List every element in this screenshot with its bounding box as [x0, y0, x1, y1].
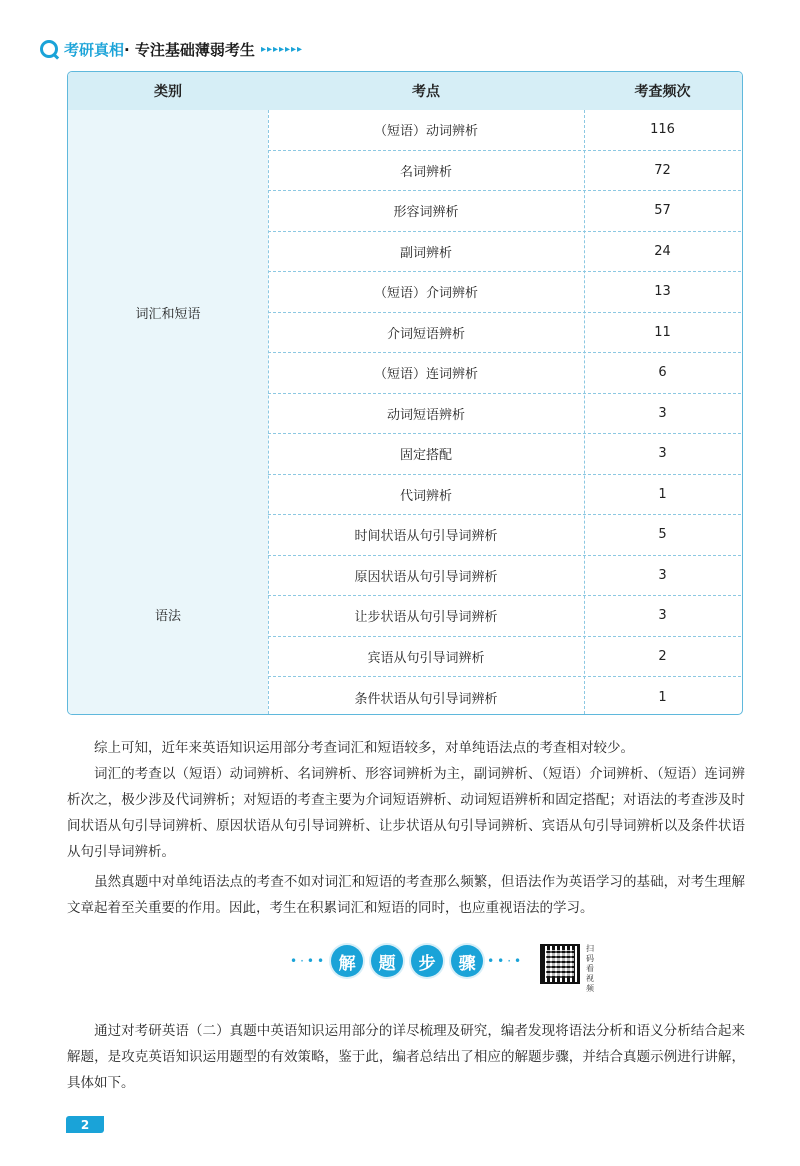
heading-char: 解: [331, 945, 363, 977]
frequency-cell: 3: [658, 567, 667, 583]
heading-char: 骤: [451, 945, 483, 977]
point-cell: （短语）介词辨析: [373, 286, 478, 302]
header-point: 考点: [412, 84, 440, 100]
arrows-icon: ▸▸▸▸▸▸▸: [260, 43, 304, 55]
table-row: [268, 272, 741, 313]
search-logo-icon: [40, 40, 58, 58]
table-row: [268, 515, 741, 556]
section-heading: [290, 945, 524, 977]
frequency-cell: 13: [654, 284, 671, 300]
frequency-table: [67, 71, 743, 715]
point-cell: 原因状语从句引导词辨析: [354, 569, 498, 585]
table-row: [268, 313, 741, 354]
grammar-paragraph: [67, 869, 745, 921]
vocabulary-paragraph: [67, 761, 745, 865]
frequency-cell: 11: [654, 324, 671, 340]
frequency-cell: 5: [658, 527, 667, 543]
point-cell: 宾语从句引导词辨析: [367, 650, 485, 666]
point-cell: 条件状语从句引导词辨析: [354, 691, 498, 707]
table-row: [268, 434, 741, 475]
dots-decoration: ••·•: [487, 954, 525, 968]
point-cell: 动词短语辨析: [386, 407, 465, 423]
table-row: [268, 394, 741, 435]
paragraph-text: 通过对考研英语（二）真题中英语知识运用部分的详尽梳理及研究，编者发现将语法分析和语义分析结合起来解题，是攻克英语知识运用题型的有效策略，鉴于此，编者总结出了相应的解题步骤，并结合真题示例进行讲解，具体如下。: [67, 1023, 745, 1091]
table-row: [268, 110, 741, 151]
header-category: 类别: [154, 84, 182, 100]
point-cell: 让步状语从句引导词辨析: [354, 610, 498, 626]
table-row: [268, 475, 741, 516]
frequency-cell: 57: [654, 203, 671, 219]
frequency-cell: 2: [658, 648, 667, 664]
header-slogan: · 专注基础薄弱考生: [124, 40, 255, 59]
category-vocabulary: 词汇和短语: [68, 110, 268, 515]
qr-code-icon[interactable]: [540, 944, 580, 984]
point-cell: 形容词辨析: [393, 205, 459, 221]
qr-label: 扫码看视频: [586, 944, 594, 993]
paragraph-text: 虽然真题中对单纯语法点的考查不如对词汇和短语的考查那么频繁，但语法作为英语学习的基础，对考生理解文章起着至关重要的作用。因此，考生在积累词汇和短语的同时，也应重视语法的学习。: [67, 874, 745, 916]
table-row: [268, 191, 741, 232]
dots-decoration: •·••: [290, 954, 328, 968]
point-cell: （短语）动词辨析: [373, 124, 478, 140]
method-paragraph: [67, 1018, 745, 1096]
table-row: [268, 353, 741, 394]
header-frequency: 考查频次: [634, 84, 691, 100]
paragraph-text: 综上可知，近年来英语知识运用部分考查词汇和短语较多，对单纯语法点的考查相对较少。: [94, 740, 634, 756]
table-row: [268, 556, 741, 597]
summary-paragraph: [67, 735, 745, 761]
frequency-cell: 116: [650, 122, 675, 138]
table-row: [268, 637, 741, 678]
table-row: [268, 596, 741, 637]
table-row: [268, 151, 741, 192]
frequency-cell: 1: [658, 689, 667, 705]
table-row: [268, 232, 741, 273]
frequency-cell: 1: [658, 486, 667, 502]
frequency-cell: 3: [658, 446, 667, 462]
table-row: [268, 677, 741, 715]
frequency-cell: 24: [654, 243, 671, 259]
heading-char: 题: [371, 945, 403, 977]
frequency-cell: 72: [654, 162, 671, 178]
point-cell: 时间状语从句引导词辨析: [354, 529, 498, 545]
point-cell: 固定搭配: [399, 448, 452, 464]
page-header: [40, 38, 303, 60]
heading-char: 步: [411, 945, 443, 977]
table-header: [68, 72, 742, 110]
point-cell: （短语）连词辨析: [373, 367, 478, 383]
point-cell: 名词辨析: [399, 164, 452, 180]
frequency-cell: 6: [658, 365, 667, 381]
paragraph-text: 词汇的考查以（短语）动词辨析、名词辨析、形容词辨析为主，副词辨析、（短语）介词辨析、（短语）连词辨析次之，极少涉及代词辨析；对短语的考查主要为介词短语辨析、动词短语辨析和固定搭配；对语法的考查涉及时间状语从句引导词辨析、原因状语从句引导词辨析、让步状语从句引导词辨析、宾语从句引导词辨析以及条件状语从句引导词辨析。: [67, 766, 745, 860]
point-cell: 代词辨析: [399, 488, 452, 504]
frequency-cell: 3: [658, 608, 667, 624]
brand-name: 考研真相: [64, 40, 125, 59]
category-grammar: 语法: [68, 515, 268, 714]
page-number: 2: [66, 1116, 104, 1133]
frequency-cell: 3: [658, 405, 667, 421]
point-cell: 介词短语辨析: [386, 326, 465, 342]
point-cell: 副词辨析: [399, 245, 452, 261]
